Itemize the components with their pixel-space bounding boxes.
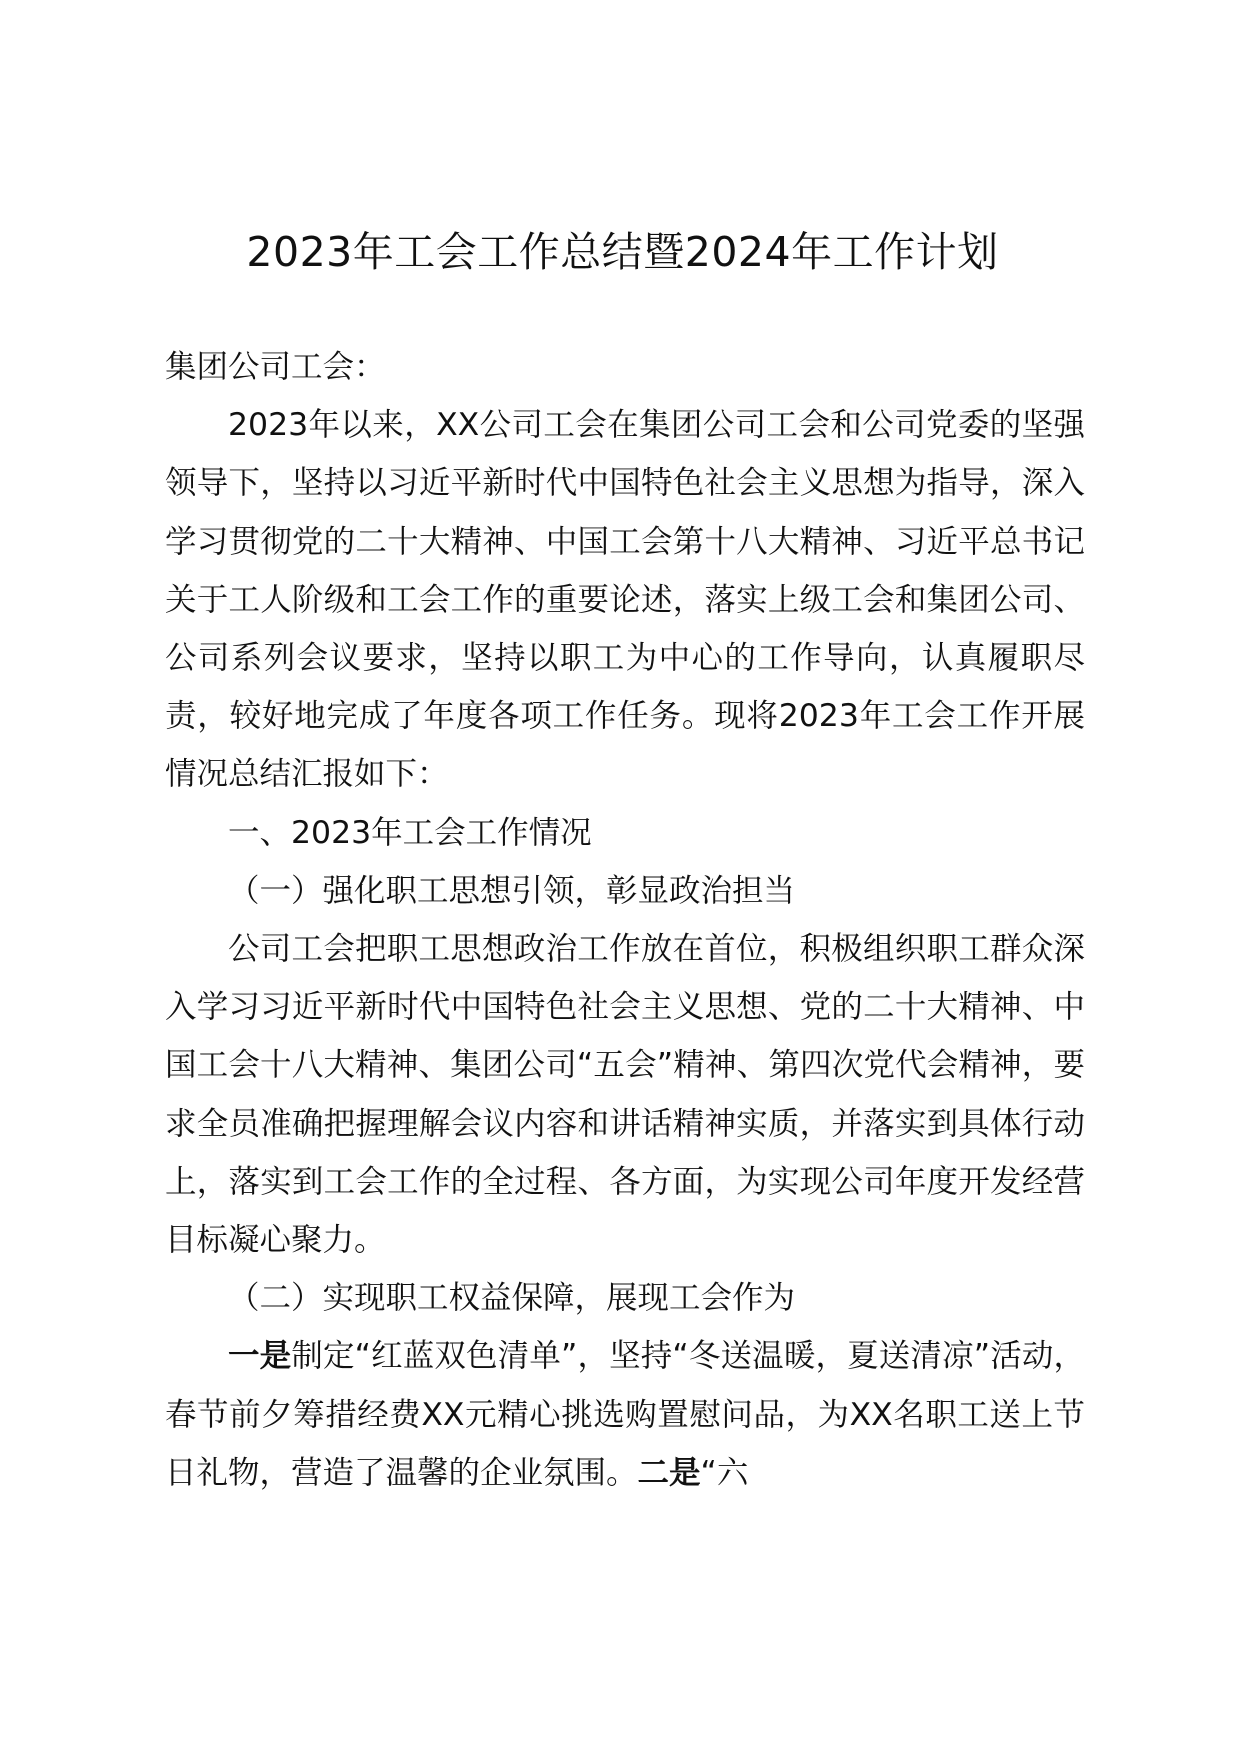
subsection-2-paragraph bbox=[165, 1327, 1085, 1502]
document-title: 2023年工会工作总结暨2024年工作计划 bbox=[246, 228, 999, 276]
document-body bbox=[165, 338, 1085, 1502]
item-lead-1: 一是 bbox=[228, 1338, 292, 1375]
subsection-1-paragraph: 公司工会把职工思想政治工作放在首位，积极组织职工群众深入学习习近平新时代中国特色社会主义思想、党的二十大精神、中国工会十八大精神、集团公司“五会”精神、第四次党代会精神，要求全员准确把握理解会议内容和讲话精神实质，并落实到具体行动上，落实到工会工作的全过程、各方面，为实现公司年度开发经营目标凝心聚力。 bbox=[165, 931, 1085, 1259]
section-heading: 一、2023年工会工作情况 bbox=[228, 814, 592, 851]
item-text-2: “六 bbox=[700, 1454, 749, 1491]
salutation: 集团公司工会： bbox=[165, 349, 386, 385]
subsection-heading-1: （一）强化职工思想引领，彰显政治担当 bbox=[228, 872, 796, 909]
subsection-heading-2: （二）实现职工权益保障，展现工会作为 bbox=[228, 1280, 796, 1317]
item-text-1: 制定“红蓝双色清单”，坚持“冬送温暖，夏送清凉”活动，春节前夕筹措经费XX元精心挑选购置慰问品，为XX名职工送上节日礼物，营造了温馨的企业氛围。 bbox=[165, 1338, 1085, 1491]
intro-paragraph: 2023年以来，XX公司工会在集团公司工会和公司党委的坚强领导下，坚持以习近平新时代中国特色社会主义思想为指导，深入学习贯彻党的二十大精神、中国工会第十八大精神、习近平总书记关于工人阶级和工会工作的重要论述，落实上级工会和集团公司、公司系列会议要求，坚持以职工为中心的工作导向，认真履职尽责，较好地完成了年度各项工作任务。现将2023年工会工作开展情况总结汇报如下： bbox=[165, 407, 1085, 793]
item-lead-2: 二是 bbox=[637, 1454, 701, 1491]
